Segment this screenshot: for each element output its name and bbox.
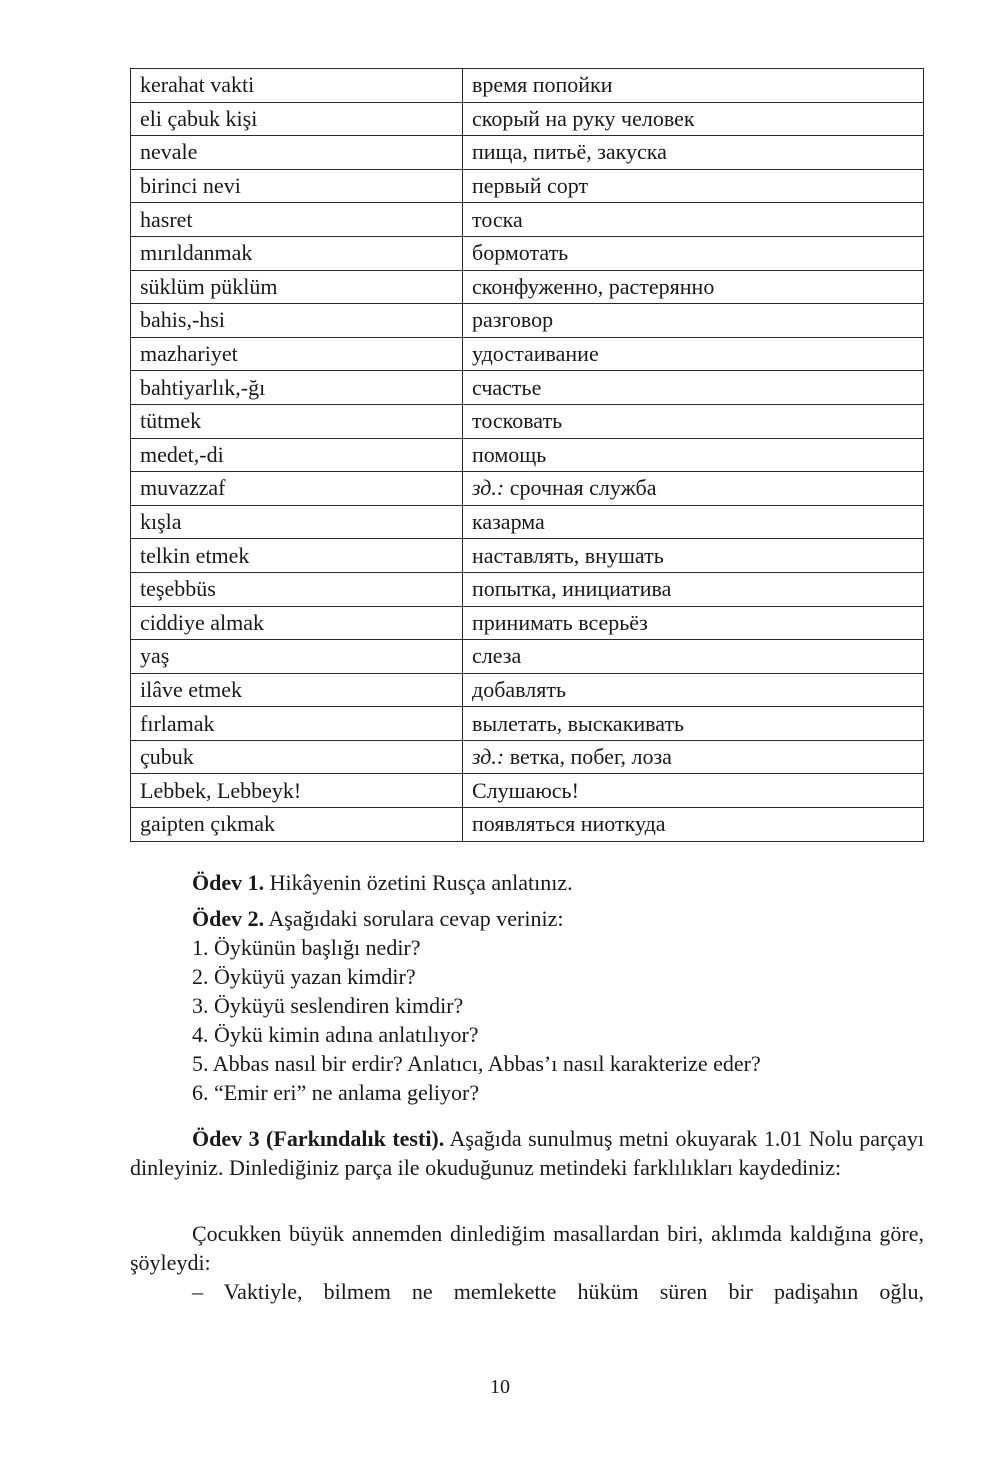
turkish-term: süklüm püklüm: [131, 270, 463, 304]
russian-translation: время попойки: [463, 69, 924, 103]
russian-translation: Слушаюсь!: [463, 774, 924, 808]
russian-translation: помощь: [463, 438, 924, 472]
russian-translation: сконфуженно, растерянно: [463, 270, 924, 304]
russian-translation: добавлять: [463, 673, 924, 707]
russian-translation: скорый на руку человек: [463, 102, 924, 136]
turkish-term: fırlamak: [131, 707, 463, 741]
task-2: [130, 904, 924, 1107]
russian-translation: первый сорт: [463, 169, 924, 203]
turkish-term: medet,-di: [131, 438, 463, 472]
turkish-term: bahtiyarlık,-ğı: [131, 371, 463, 405]
translation-text: ветка, побег, лоза: [504, 744, 672, 770]
table-row: [131, 371, 924, 405]
turkish-term: gaipten çıkmak: [131, 808, 463, 842]
table-row: [131, 505, 924, 539]
turkish-term: muvazzaf: [131, 472, 463, 506]
turkish-term: mırıldanmak: [131, 236, 463, 270]
turkish-term: kerahat vakti: [131, 69, 463, 103]
table-row: [131, 606, 924, 640]
turkish-term: ciddiye almak: [131, 606, 463, 640]
table-row: [131, 404, 924, 438]
russian-translation: [463, 472, 924, 506]
question: 1. Öykünün başlığı nedir?: [192, 935, 421, 960]
table-row: [131, 102, 924, 136]
table-row: [131, 236, 924, 270]
russian-translation: бормотать: [463, 236, 924, 270]
usage-note: зд.:: [472, 744, 505, 770]
russian-translation: вылетать, выскакивать: [463, 707, 924, 741]
russian-translation: наставлять, внушать: [463, 539, 924, 573]
russian-translation: казарма: [463, 505, 924, 539]
table-row: [131, 438, 924, 472]
turkish-term: birinci nevi: [131, 169, 463, 203]
russian-translation: тоска: [463, 203, 924, 237]
russian-translation: попытка, инициатива: [463, 572, 924, 606]
task-3-text: Aşağıda sunulmuş metni okuyarak 1.01 Nolu parçayı dinleyiniz. Dinlediğiniz parça ile okuduğunuz metindeki farklılıkları kaydediniz:: [130, 1126, 924, 1180]
question: 3. Öyküyü seslendiren kimdir?: [192, 993, 464, 1018]
table-row: [131, 640, 924, 674]
russian-translation: разговор: [463, 304, 924, 338]
turkish-term: Lebbek, Lebbeyk!: [131, 774, 463, 808]
usage-note: зд.:: [472, 475, 505, 501]
russian-translation: слеза: [463, 640, 924, 674]
table-row: [131, 774, 924, 808]
table-row: [131, 740, 924, 774]
turkish-term: yaş: [131, 640, 463, 674]
russian-translation: принимать всерьёз: [463, 606, 924, 640]
turkish-term: kışla: [131, 505, 463, 539]
russian-translation: [463, 740, 924, 774]
question: 2. Öyküyü yazan kimdir?: [192, 964, 416, 989]
turkish-term: hasret: [131, 203, 463, 237]
table-row: [131, 673, 924, 707]
question: 6. “Emir eri” ne anlama geliyor?: [192, 1080, 480, 1105]
table-row: [131, 169, 924, 203]
turkish-term: çubuk: [131, 740, 463, 774]
table-row: [131, 270, 924, 304]
glossary-table: [130, 68, 924, 842]
task-1-label: Ödev 1.: [192, 870, 265, 895]
turkish-term: ilâve etmek: [131, 673, 463, 707]
question: 4. Öykü kimin adına anlatılıyor?: [192, 1022, 479, 1047]
table-row: [131, 304, 924, 338]
question: 5. Abbas nasıl bir erdir? Anlatıcı, Abbas’ı nasıl karakterize eder?: [192, 1051, 761, 1076]
table-row: [131, 539, 924, 573]
table-row: [131, 337, 924, 371]
russian-translation: счастье: [463, 371, 924, 405]
russian-translation: пища, питьё, закуска: [463, 136, 924, 170]
task-1-text: Hikâyenin özetini Rusça anlatınız.: [264, 870, 573, 895]
russian-translation: появляться ниоткуда: [463, 808, 924, 842]
turkish-term: eli çabuk kişi: [131, 102, 463, 136]
table-row: [131, 572, 924, 606]
translation-text: срочная служба: [504, 475, 657, 501]
task-3: [130, 1124, 924, 1182]
table-row: [131, 136, 924, 170]
turkish-term: nevale: [131, 136, 463, 170]
task-3-label: Ödev 3 (Farkındalık testi).: [192, 1126, 445, 1151]
russian-translation: тосковать: [463, 404, 924, 438]
turkish-term: telkin etmek: [131, 539, 463, 573]
table-row: [131, 472, 924, 506]
page-number: 10: [490, 1376, 510, 1398]
turkish-term: bahis,-hsi: [131, 304, 463, 338]
task-2-text: Aşağıdaki sorulara cevap veriniz:: [264, 906, 564, 931]
table-row: [131, 203, 924, 237]
table-row: [131, 707, 924, 741]
table-row: [131, 808, 924, 842]
turkish-term: mazhariyet: [131, 337, 463, 371]
story-paragraph-1: Çocukken büyük annemden dinlediğim masallardan biri, aklımda kaldığına göre, şöyleydi:: [130, 1221, 924, 1275]
task-2-label: Ödev 2.: [192, 906, 265, 931]
table-row: [131, 69, 924, 103]
turkish-term: tütmek: [131, 404, 463, 438]
turkish-term: teşebbüs: [131, 572, 463, 606]
task-1: [130, 868, 924, 897]
russian-translation: удостаивание: [463, 337, 924, 371]
story-paragraph-2: – Vaktiyle, bilmem ne memlekette hüküm süren bir padişahın oğlu,: [192, 1279, 924, 1304]
